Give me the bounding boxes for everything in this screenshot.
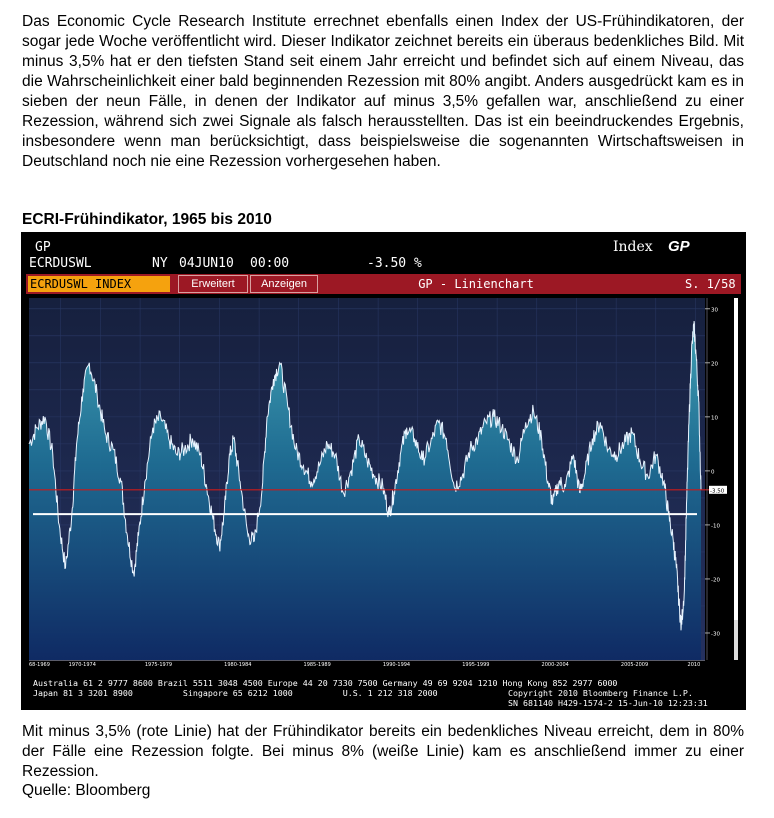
chart-svg [21, 232, 746, 710]
y-tick-label: 30 [711, 307, 718, 314]
y-tick-label: -30 [711, 631, 720, 638]
page-indicator[interactable]: S. 1/58 [685, 277, 736, 291]
date-label: 04JUN10 [179, 256, 234, 271]
ticker-label: ECRDUSWL [29, 256, 92, 271]
scrollbar-thumb [734, 298, 738, 620]
terminal-index-code: GP [668, 238, 690, 255]
x-tick-label: 2010 [687, 662, 701, 668]
source-line: Quelle: Bloomberg [22, 782, 151, 799]
chart-type-title: GP - Linienchart [418, 277, 534, 291]
bloomberg-terminal-screenshot [21, 232, 746, 710]
y-tick-label: 10 [711, 415, 718, 422]
y-tick-label: 0 [711, 469, 715, 476]
x-tick-label: 1995-1999 [462, 662, 490, 668]
footer-contacts-line: Australia 61 2 9777 8600 Brazil 5511 3048 4500 Europe 44 20 7330 7500 Germany 49 69 9204 1210 Hong Kong 852 2977 6000 [33, 678, 618, 688]
intro-paragraph: Das Economic Cycle Research Institute errechnet ebenfalls einen Index der US-Frühindikatoren, der sogar jede Woche veröffentlicht wird. Dieser Indikator zeichnet bereits ein überaus bedenkliches Bild. Mit minus 3,5% hat er den tiefsten Stand seit einem Jahr erreicht und befindet sich auf einem Niveau, das die Wahrscheinlichkeit einer bald beginnenden Rezession mit 80% angibt. Anders ausgedrückt kam es in sieben der neun Fälle, in denen der Indikator auf minus 3,5% gefallen war, anschließend zu einer Rezession, während sich zwei Signale als falsch herausstellten. Das ist ein beeindruckendes Ergebnis, insbesondere wenn man berücksichtigt, dass beispielsweise die sogenannten Wirtschaftsweisen in Deutschland noch nie eine Rezession vorhergesehen haben. [22, 13, 744, 170]
x-tick-label: 1975-1979 [144, 662, 173, 668]
footer-contacts-line-2: Japan 81 3 3201 8900 Singapore 65 6212 1000 U.S. 1 212 318 2000 [33, 688, 438, 698]
security-field[interactable]: ECRDUSWL INDEX [28, 276, 170, 292]
x-tick-label: 68-1969 [29, 662, 50, 668]
exchange-label: NY [152, 256, 168, 271]
y-tick-label: 20 [711, 361, 718, 368]
terminal-gp-label: GP [35, 240, 51, 255]
extended-button[interactable]: Erweitert [178, 275, 248, 293]
x-tick-label: 1990-1994 [382, 662, 411, 668]
last-value-flag-label: -3.50 [710, 488, 725, 495]
y-tick-label: -20 [711, 577, 720, 584]
footer-copyright: Copyright 2010 Bloomberg Finance L.P. [508, 688, 693, 698]
footer-serial: SN 681140 H429-1574-2 15-Jun-10 12:23:31 [508, 698, 708, 708]
show-button[interactable]: Anzeigen [250, 275, 318, 293]
last-value-label: -3.50 % [367, 256, 422, 271]
chart-heading: ECRI-Frühindikator, 1965 bis 2010 [22, 211, 272, 228]
y-tick-label: -10 [711, 523, 720, 530]
x-tick-label: 2005-2009 [620, 662, 649, 668]
chart-caption: Mit minus 3,5% (rote Linie) hat der Frühindikator bereits ein bedenkliches Niveau erreicht, dem in 80% der Fälle eine Rezession folgte. Bei minus 8% (weiße Linie) kam es anschließend immer zu einer Rezession. [22, 723, 744, 780]
time-label: 00:00 [250, 256, 290, 271]
terminal-index-label: Index [613, 239, 653, 255]
x-tick-label: 1985-1989 [303, 662, 331, 668]
x-tick-label: 2000-2004 [541, 662, 569, 668]
x-tick-label: 1970-1974 [68, 662, 96, 668]
x-tick-label: 1980-1984 [224, 662, 252, 668]
